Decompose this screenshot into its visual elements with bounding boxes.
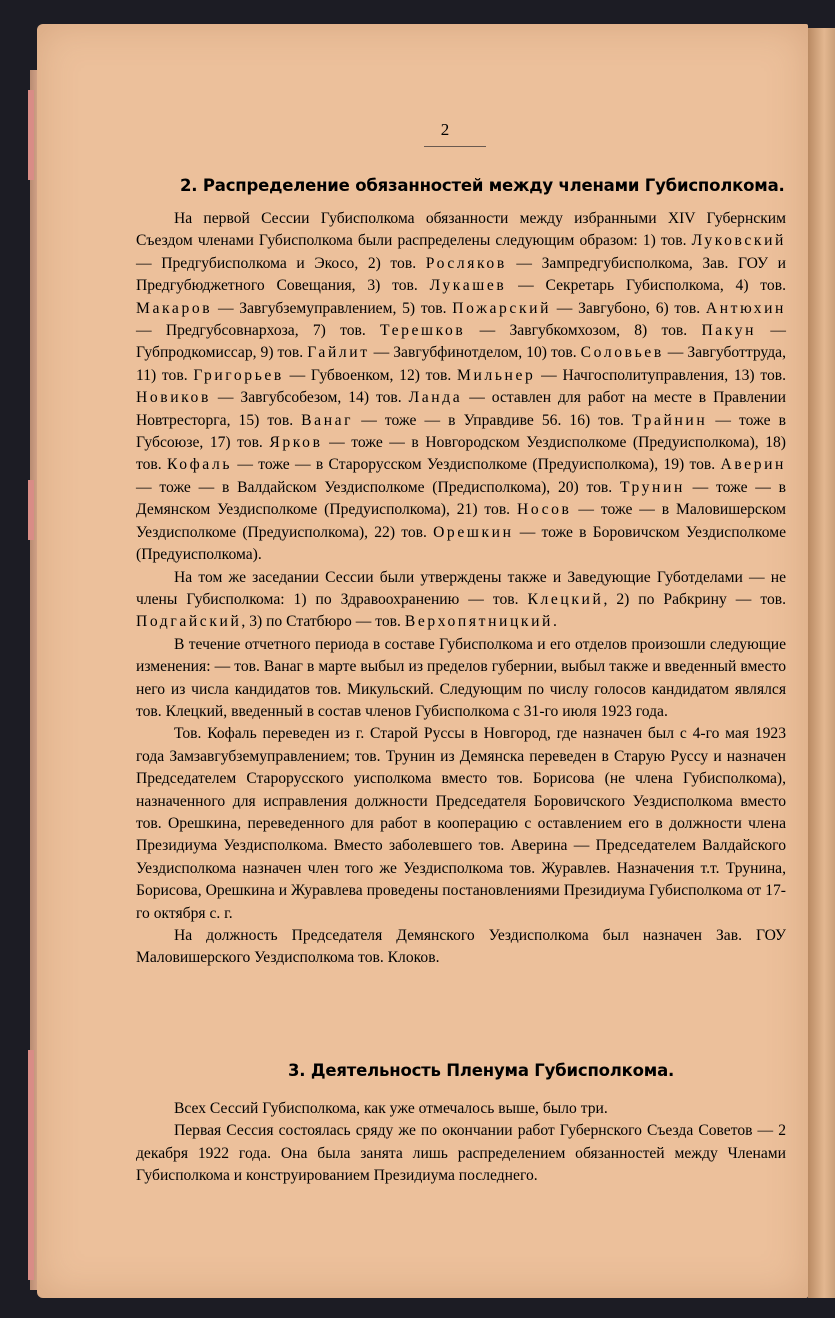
text-run: — тоже в Боровичском Уездисполкоме (Предуисполкома). (136, 523, 786, 564)
text-run: — тоже — в Маловишерском Уездисполкоме (Предуисполкома), 22) тов. (136, 501, 787, 541)
text-run: — Завгубземуправлением, 5) тов. (212, 299, 453, 317)
text-run: — тоже — в Управдиве 56. 16) тов. (353, 411, 633, 429)
text-run: — тоже — в Старорусском Уездисполкоме (Предуисполкома), 19) тов. (232, 456, 721, 474)
text-run: — Начгосполитуправления, 13) тов. (535, 366, 787, 384)
text-run: — Завгубфинотделом, 10) тов. (369, 344, 581, 362)
text-run: — Зампредгубисполкома, Зав. ГОУ и Предгубюджетного Совещания, 3) тов. (136, 254, 786, 295)
spaced-surname: Трайнин (632, 411, 708, 429)
text-run: — Завгуботтруда, 11) тов. (136, 344, 786, 384)
text-run: — тоже — в Валдайском Уездисполкоме (Предисполкома), 20) тов. (136, 478, 620, 496)
text-run: На том же заседании Сессии были утверждены также и Заведующие Губотделами — не члены Губисполкома: 1) по Здравоохранению — тов. (136, 568, 786, 608)
section-3-heading: 3. Деятельность Пленума Губисполкома. (288, 1061, 675, 1080)
spaced-surname: Новиков (136, 389, 211, 407)
spaced-surname: Подгайский (136, 613, 242, 631)
spaced-surname: Макаров (136, 299, 213, 317)
section-2-body (136, 208, 786, 970)
spaced-surname: Верхопятницкий (404, 613, 553, 631)
section-3-paragraph-1: Всех Сессий Губисполкома, как уже отмечалось выше, было три. (174, 1100, 608, 1117)
text-run: — Губпродкомиссар, 9) тов. (136, 322, 786, 362)
section-3-paragraph-2: Первая Сессия состоялась сряду же по окончании работ Губернского Съезда Советов — 2 декабря 1922 года. Она была занята лишь распределением обязанностей между Членами Губисполкома и конструированием Президиума последнего. (136, 1122, 786, 1185)
section-2-paragraph-2 (136, 567, 786, 634)
section-2-paragraph-3: В течение отчетного периода в составе Губисполкома и его отделов произошли следующие изменения: — тов. Ванаг в марте выбыл из пределов губернии, выбыл также и введенный вместо него из числа кандидатов тов. Микульский. Следующим по числу голосов кандидатом являлся тов. Клецкий, введенный в состав членов Губисполкома с 31-го июля 1923 года. (136, 635, 786, 720)
spaced-surname: Кофаль (166, 456, 233, 474)
spaced-surname: Гайлит (307, 344, 370, 362)
text-run: — Губвоенком, 12) тов. (283, 366, 458, 384)
text-run: — тоже в Губсоюзе, 17) тов. (136, 411, 786, 452)
section-2-paragraph-4: Тов. Кофаль переведен из г. Старой Руссы в Новгород, где назначен был с 4-го мая 1923 года Замзавгубземуправлением; тов. Трунин из Демянска переведен в Старую Руссу и назначен Председателем Старорусского уисполкома вместо тов. Борисова (не члена Губисполкома), назначенного для исправления должности Председателя Боровичского Уездисполкома вместо тов. Орешкина, переведенного для работ в кооперацию с оставлением его в должности члена Президиума Уездисполкома. Вместо заболевшего тов. Аверина — Председателем Валдайского Уездисполкома назначен член того же Уездисполкома тов. Журавлев. Назначения т.т. Трунина, Борисова, Орешкина и Журавлева проведены постановлениями Президиума Губисполкома от 17-го октября с. г. (136, 725, 786, 922)
spaced-surname: Соловьев (580, 344, 664, 362)
spaced-surname: Григорьев (193, 366, 284, 384)
spaced-surname: Ярков (269, 434, 323, 452)
spaced-surname: Трунин (619, 478, 685, 496)
text-run: — Завгубоно, 6) тов. (551, 299, 706, 317)
spaced-surname: Аверин (720, 456, 786, 474)
text-run: — оставлен для работ на месте в Правлении Новтресторга, 15) тов. (136, 389, 786, 429)
text-run: — тоже — в Новгородском Уездисполкоме (Предуисполкома), 18) тов. (136, 434, 787, 474)
text-run: — Предгубсовнархоза, 7) тов. (136, 322, 381, 340)
text-run: — тоже — в Демянском Уездисполкоме (Предуисполкома), 21) тов. (136, 478, 786, 519)
text-run: — Завгубсобезом, 14) тов. (210, 389, 409, 407)
spaced-surname: Ванаг (301, 411, 354, 429)
text-run: , 3) по Статбюро — тов. (241, 613, 405, 631)
spaced-surname: Клецкий (527, 590, 604, 608)
spaced-surname: Лукашев (429, 277, 507, 295)
spaced-surname: Терешков (380, 322, 466, 340)
binding-mark (28, 480, 34, 540)
spaced-surname: Орешкин (433, 523, 514, 541)
page-number-rule (424, 146, 486, 147)
spaced-surname: Пожарский (452, 299, 552, 317)
spaced-surname: Росляков (425, 254, 507, 272)
section-2-heading: 2. Распределение обязанностей между членами Губисполкома. (180, 176, 785, 195)
spaced-surname: Мильнер (457, 366, 536, 384)
text-run: , 2) по Рабкрину — тов. (603, 590, 787, 608)
text-run: — Завгубкомхозом, 8) тов. (465, 322, 702, 340)
text-run: — Предгубисполкома и Экосо, 2) тов. (136, 254, 426, 272)
text-run: . (552, 613, 557, 631)
section-2-paragraph-1 (136, 208, 786, 567)
text-run: — Секретарь Губисполкома, 4) тов. (506, 277, 786, 295)
spaced-surname: Антюхин (705, 299, 786, 317)
section-3-body (136, 1098, 786, 1188)
next-page-edge (808, 28, 835, 1298)
binding-mark (28, 1050, 34, 1280)
binding-mark (28, 90, 34, 180)
spaced-surname: Ланда (408, 389, 463, 407)
spaced-surname: Пакун (701, 322, 757, 340)
text-run: На первой Сессии Губисполкома обязанности между избранными XIV Губернским Съездом членами Губисполкома были распределены следующим образом: 1) тов. (136, 210, 786, 250)
spaced-surname: Носов (516, 501, 572, 519)
spaced-surname: Луковский (691, 232, 786, 250)
section-2-paragraph-5: На должность Председателя Демянского Уездисполкома был назначен Зав. ГОУ Маловишерского Уездисполкома тов. Клоков. (136, 927, 786, 967)
page-number: 2 (440, 120, 450, 139)
